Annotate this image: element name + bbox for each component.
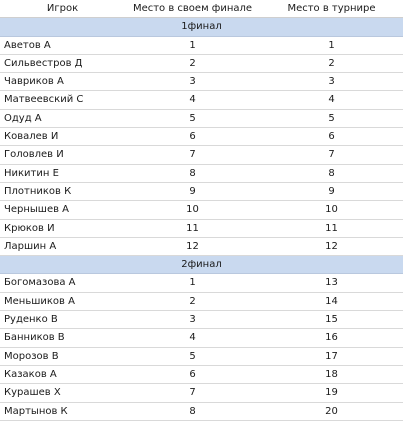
player-name-cell: Сильвестров Д [0, 54, 125, 72]
table-row[interactable] [0, 164, 403, 182]
player-name-cell: Ковалев И [0, 128, 125, 146]
tournament-place-cell: 11 [260, 219, 403, 237]
table-row[interactable] [0, 402, 403, 420]
tournament-place-cell: 5 [260, 109, 403, 127]
tournament-place-cell: 3 [260, 73, 403, 91]
player-name-cell: Крюков И [0, 219, 125, 237]
tournament-place-cell: 4 [260, 91, 403, 109]
group-header-row [0, 18, 403, 36]
table-row[interactable] [0, 73, 403, 91]
player-name-cell: Руденко В [0, 311, 125, 329]
table-row[interactable] [0, 91, 403, 109]
final-place-cell: 9 [125, 182, 260, 200]
table-row[interactable] [0, 274, 403, 292]
group-title: 2финал [0, 256, 403, 274]
player-name-cell: Плотников К [0, 182, 125, 200]
player-name-cell: Чернышев А [0, 201, 125, 219]
player-name-cell: Богомазова А [0, 274, 125, 292]
tournament-place-cell: 8 [260, 164, 403, 182]
final-place-cell: 5 [125, 109, 260, 127]
table-row[interactable] [0, 347, 403, 365]
group-header-row [0, 256, 403, 274]
tournament-place-cell: 13 [260, 274, 403, 292]
tournament-place-cell: 12 [260, 237, 403, 255]
player-name-cell: Матвеевский С [0, 91, 125, 109]
table-row[interactable] [0, 146, 403, 164]
player-name-cell: Мартынов К [0, 402, 125, 420]
tournament-place-cell: 15 [260, 311, 403, 329]
column-header-player[interactable]: Игрок [0, 0, 125, 18]
player-name-cell: Никитин Е [0, 164, 125, 182]
table-row[interactable] [0, 128, 403, 146]
table-row[interactable] [0, 329, 403, 347]
tournament-place-cell: 7 [260, 146, 403, 164]
tournament-place-cell: 10 [260, 201, 403, 219]
final-place-cell: 3 [125, 73, 260, 91]
header-row [0, 0, 403, 18]
tournament-place-cell: 20 [260, 402, 403, 420]
tournament-place-cell: 17 [260, 347, 403, 365]
final-place-cell: 1 [125, 274, 260, 292]
final-place-cell: 12 [125, 237, 260, 255]
final-place-cell: 6 [125, 128, 260, 146]
table-row[interactable] [0, 237, 403, 255]
table-row[interactable] [0, 384, 403, 402]
player-name-cell: Казаков А [0, 365, 125, 383]
final-place-cell: 1 [125, 36, 260, 54]
table-row[interactable] [0, 182, 403, 200]
column-header-final-place[interactable]: Место в своем финале [125, 0, 260, 18]
tournament-place-cell: 2 [260, 54, 403, 72]
final-place-cell: 10 [125, 201, 260, 219]
tournament-place-cell: 14 [260, 292, 403, 310]
final-place-cell: 2 [125, 54, 260, 72]
player-name-cell: Головлев И [0, 146, 125, 164]
player-name-cell: Морозов В [0, 347, 125, 365]
table-row[interactable] [0, 36, 403, 54]
table-row[interactable] [0, 54, 403, 72]
final-place-cell: 7 [125, 146, 260, 164]
final-place-cell: 11 [125, 219, 260, 237]
final-place-cell: 2 [125, 292, 260, 310]
player-name-cell: Ларшин А [0, 237, 125, 255]
player-name-cell: Меньшиков А [0, 292, 125, 310]
player-name-cell: Банников В [0, 329, 125, 347]
final-place-cell: 6 [125, 365, 260, 383]
table-row[interactable] [0, 201, 403, 219]
tournament-place-cell: 6 [260, 128, 403, 146]
final-place-cell: 4 [125, 91, 260, 109]
tournament-place-cell: 19 [260, 384, 403, 402]
table-row[interactable] [0, 311, 403, 329]
tournament-place-cell: 9 [260, 182, 403, 200]
table-row[interactable] [0, 292, 403, 310]
final-place-cell: 5 [125, 347, 260, 365]
player-name-cell: Чавриков А [0, 73, 125, 91]
player-name-cell: Аветов А [0, 36, 125, 54]
table-row[interactable] [0, 109, 403, 127]
tournament-place-cell: 18 [260, 365, 403, 383]
player-name-cell: Курашев Х [0, 384, 125, 402]
table-row[interactable] [0, 219, 403, 237]
final-place-cell: 8 [125, 164, 260, 182]
final-place-cell: 3 [125, 311, 260, 329]
final-place-cell: 7 [125, 384, 260, 402]
tournament-place-cell: 1 [260, 36, 403, 54]
group-title: 1финал [0, 18, 403, 36]
table-body [0, 18, 403, 421]
column-header-tournament-place[interactable]: Место в турнире [260, 0, 403, 18]
player-name-cell: Одуд А [0, 109, 125, 127]
final-place-cell: 4 [125, 329, 260, 347]
table-row[interactable] [0, 365, 403, 383]
final-place-cell: 8 [125, 402, 260, 420]
tournament-place-cell: 16 [260, 329, 403, 347]
